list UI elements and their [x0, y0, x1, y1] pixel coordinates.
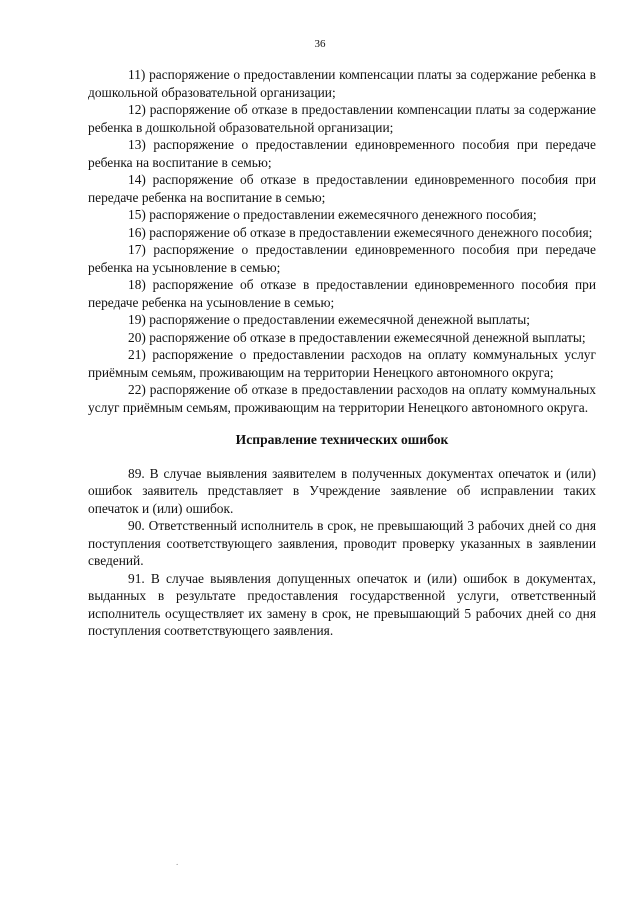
list-item: 18) распоряжение об отказе в предоставлении единовременного пособия при передаче ребенка на усыновление в семью;: [88, 277, 596, 310]
list-item: 19) распоряжение о предоставлении ежемесячной денежной выплаты;: [128, 312, 530, 327]
section-paragraph: 90. Ответственный исполнитель в срок, не превышающий 3 рабочих дней со дня поступления соответствующего заявления, проводит проверку указанных в заявлении сведений.: [88, 518, 596, 568]
page-number: 36: [314, 38, 326, 50]
document-body: [88, 66, 596, 640]
section-paragraph: 89. В случае выявления заявителем в полученных документах опечаток и (или) ошибок заявитель представляет в Учреждение заявление об исправлении таких опечаток и (или) ошибок.: [88, 465, 596, 516]
list-item: 22) распоряжение об отказе в предоставлении расходов на оплату коммунальных услуг приёмным семьям, проживающим на территории Ненецкого автономного округа.: [88, 382, 596, 415]
footer-mark: .: [176, 857, 179, 867]
list-item: 20) распоряжение об отказе в предоставлении ежемесячной денежной выплаты;: [128, 329, 586, 345]
list-item: 17) распоряжение о предоставлении единовременного пособия при передаче ребенка на усыновление в семью;: [88, 242, 596, 275]
list-item: 11) распоряжение о предоставлении компенсации платы за содержание ребенка в дошкольной образовательной организации;: [88, 67, 596, 100]
list-item: 15) распоряжение о предоставлении ежемесячного денежного пособия;: [128, 207, 537, 222]
section-title: Исправление технических ошибок: [235, 432, 449, 447]
list-item: 13) распоряжение о предоставлении единовременного пособия при передаче ребенка на воспитание в семью;: [88, 137, 596, 170]
list-item: 14) распоряжение об отказе в предоставлении единовременного пособия при передаче ребенка на воспитание в семью;: [88, 172, 596, 205]
list-item: 16) распоряжение об отказе в предоставлении ежемесячного денежного пособия;: [128, 224, 593, 240]
section-paragraph: 91. В случае выявления допущенных опечаток и (или) ошибок в документах, выданных в результате предоставления государственной услуги, ответственный исполнитель осуществляет их замену в срок, не превышающий 5 рабочих дней со дня поступления соответствующего заявления.: [88, 570, 596, 638]
list-item: 21) распоряжение о предоставлении расходов на оплату коммунальных услуг приёмным семьям, проживающим на территории Ненецкого автономного округа;: [88, 347, 596, 380]
list-item: 12) распоряжение об отказе в предоставлении компенсации платы за содержание ребенка в дошкольной образовательной организации;: [88, 102, 596, 135]
